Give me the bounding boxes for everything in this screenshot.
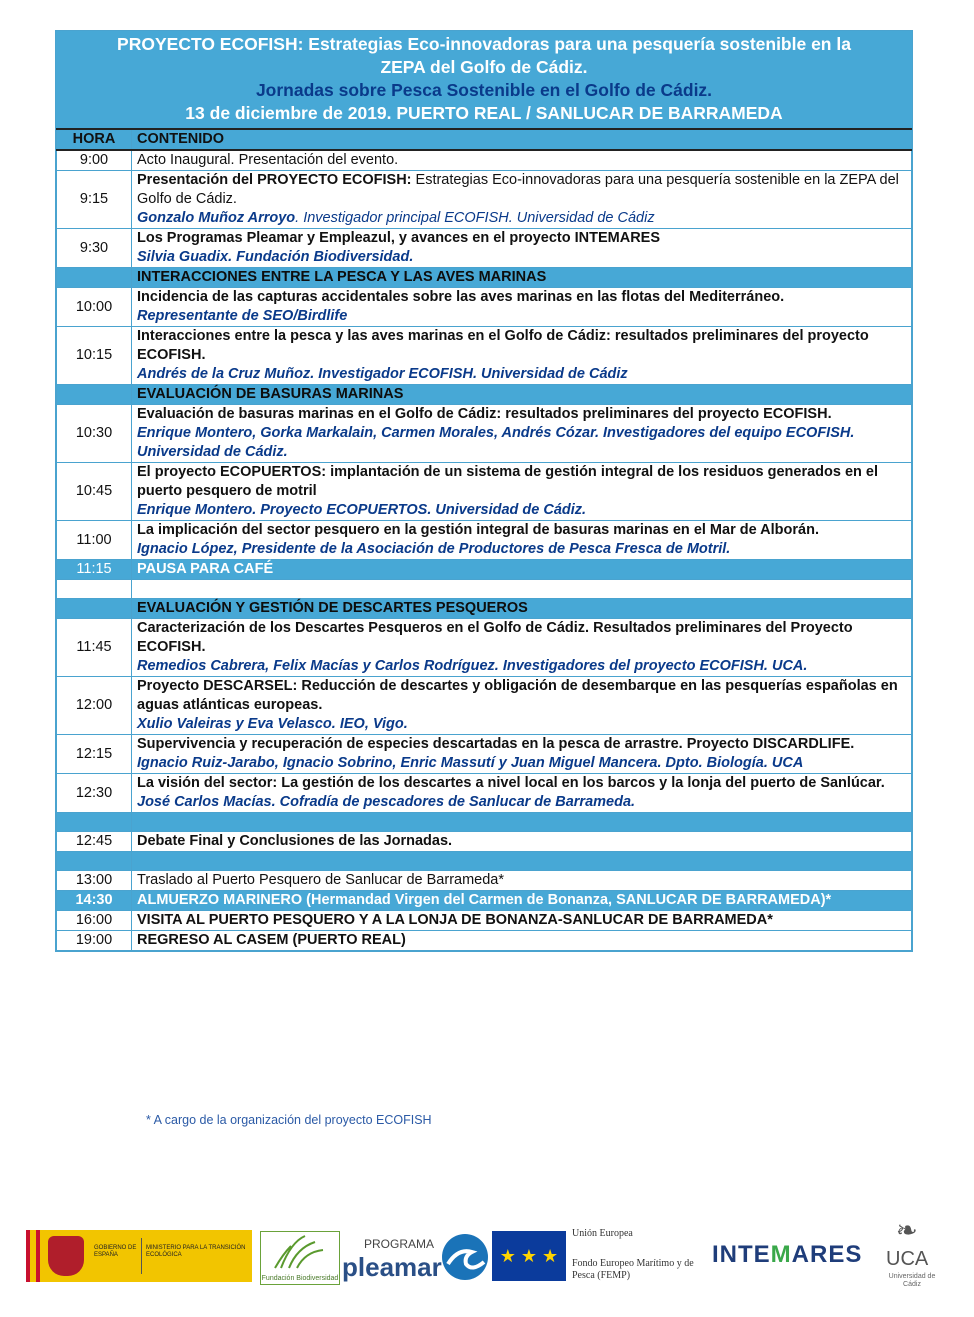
time-cell: 16:00 — [57, 911, 132, 931]
eu-stars: ★ ★ ★ — [499, 1246, 559, 1266]
schedule — [56, 128, 912, 951]
table-row — [57, 735, 912, 774]
content-cell — [132, 832, 912, 852]
programa-text: PROGRAMA — [364, 1237, 435, 1251]
time-cell: 10:00 — [57, 288, 132, 327]
femp-text-block — [572, 1227, 712, 1287]
table-row — [57, 405, 912, 463]
content-text: Estrategias Eco-innovadoras para una pesquería sostenible en la ZEPA del Golfo de Cádiz. — [137, 172, 899, 207]
table-row — [57, 171, 912, 229]
section-row — [57, 385, 912, 405]
agenda-header — [56, 31, 912, 128]
table-row — [57, 677, 912, 735]
gobierno-logo — [26, 1230, 252, 1282]
table-row — [57, 774, 912, 813]
break-title: PAUSA PARA CAFÉ — [132, 560, 912, 580]
time-cell: 12:45 — [57, 832, 132, 852]
content-title: Incidencia de las capturas accidentales sobre las aves marinas en las flotas del Mediterráneo. — [137, 289, 785, 305]
content-title: El proyecto ECOPUERTOS: implantación de un sistema de gestión integral de los residuos generados en el puerto pesquero de motril — [137, 464, 879, 499]
table-row — [57, 871, 912, 891]
speaker: Enrique Montero. Proyecto ECOPUERTOS. Universidad de Cádiz. — [137, 502, 587, 518]
section-row — [57, 599, 912, 619]
speaker: Ignacio López, Presidente de la Asociación de Productores de Pesca Fresca de Motril. — [137, 541, 731, 557]
coat-of-arms-icon — [48, 1236, 84, 1276]
time-cell: 9:00 — [57, 150, 132, 171]
grass-icon — [261, 1232, 339, 1272]
time-cell: 11:00 — [57, 521, 132, 560]
table-row — [57, 463, 912, 521]
time-cell: 10:45 — [57, 463, 132, 521]
speaker: Silvia Guadix. Fundación Biodiversidad. — [137, 249, 414, 265]
content-text: Acto Inaugural. Presentación del evento. — [137, 152, 399, 168]
speaker: Andrés de la Cruz Muñoz. Investigador ECOFISH. Universidad de Cádiz — [137, 366, 628, 382]
table-row — [57, 288, 912, 327]
speaker-affiliation: . Investigador principal ECOFISH. Universidad de Cádiz — [295, 210, 655, 226]
content-title: VISITA AL PUERTO PESQUERO Y A LA LONJA DE BONANZA-SANLUCAR DE BARRAMEDA* — [137, 912, 773, 928]
content-title: Evaluación de basuras marinas en el Golfo de Cádiz: resultados preliminares del proyecto ECOFISH. — [137, 406, 832, 422]
content-cell — [132, 150, 912, 171]
intemares-part-2: M — [770, 1241, 792, 1268]
table-row — [57, 521, 912, 560]
table-row — [57, 911, 912, 931]
speaker: Representante de SEO/Birdlife — [137, 308, 348, 324]
content-title: La visión del sector: La gestión de los descartes a nivel local en los barcos y la lonja del puerto de Sanlúcar. — [137, 775, 885, 791]
time-cell: 12:30 — [57, 774, 132, 813]
content-title: REGRESO AL CASEM (PUERTO REAL) — [137, 932, 406, 948]
uca-subtext: Universidad de Cádiz — [888, 1273, 936, 1288]
content-title: Presentación del PROYECTO ECOFISH: — [137, 172, 412, 188]
time-cell: 13:00 — [57, 871, 132, 891]
spacer-row — [57, 813, 912, 832]
title-line-1: PROYECTO ECOFISH: Estrategias Eco-innovadoras para una pesquería sostenible en la — [117, 34, 851, 54]
speaker-name: Gonzalo Muñoz Arroyo — [137, 210, 296, 226]
content-title: Interacciones entre la pesca y las aves marinas en el Golfo de Cádiz: resultados preliminares del proyecto ECOFISH. — [137, 328, 869, 363]
logo-strip — [0, 1205, 974, 1305]
column-header-row — [57, 129, 912, 150]
speaker: José Carlos Macías. Cofradía de pescadores de Sanlucar de Barrameda. — [137, 794, 636, 810]
intemares-part-1: INTE — [712, 1241, 771, 1268]
time-cell: 12:00 — [57, 677, 132, 735]
break-row — [57, 560, 912, 580]
time-cell: 9:15 — [57, 171, 132, 229]
intemares-logo — [712, 1235, 884, 1275]
content-text: Traslado al Puerto Pesquero de Sanlucar de Barrameda* — [137, 872, 505, 888]
fundacion-biodiversidad-logo — [260, 1231, 340, 1285]
time-cell: 19:00 — [57, 931, 132, 951]
time-cell: 14:30 — [57, 891, 132, 911]
section-title: EVALUACIÓN Y GESTIÓN DE DESCARTES PESQUEROS — [132, 599, 912, 619]
content-title: La implicación del sector pesquero en la gestión integral de basuras marinas en el Mar de Alborán. — [137, 522, 819, 538]
femp-text: Fondo Europeo Marítimo y de Pesca (FEMP) — [572, 1258, 694, 1281]
content-cell — [132, 288, 912, 327]
table-row — [57, 931, 912, 951]
uca-text: UCA — [886, 1248, 929, 1270]
flag-icon — [26, 1230, 40, 1282]
uca-emblem-icon: ❧ — [896, 1215, 918, 1245]
content-cell — [132, 521, 912, 560]
subtitle: Jornadas sobre Pesca Sostenible en el Golfo de Cádiz. — [255, 80, 713, 100]
title-line-2: ZEPA del Golfo de Cádiz. — [380, 57, 588, 77]
content-cell — [132, 911, 912, 931]
content-cell — [132, 677, 912, 735]
time-cell: 10:15 — [57, 327, 132, 385]
content-cell — [132, 619, 912, 677]
footnote: * A cargo de la organización del proyecto ECOFISH — [146, 1113, 432, 1127]
content-cell — [132, 463, 912, 521]
gobierno-text: GOBIERNO DE ESPAÑA — [94, 1245, 137, 1258]
content-cell — [132, 405, 912, 463]
contenido-header: CONTENIDO — [132, 129, 912, 150]
table-row — [57, 327, 912, 385]
content-cell — [132, 774, 912, 813]
time-cell: 10:30 — [57, 405, 132, 463]
content-title: Debate Final y Conclusiones de las Jornadas. — [137, 833, 453, 849]
uca-logo — [886, 1215, 938, 1295]
pleamar-text: pleamar — [342, 1252, 442, 1282]
date-line: 13 de diciembre de 2019. PUERTO REAL / SANLUCAR DE BARRAMEDA — [185, 103, 783, 123]
lunch-row — [57, 891, 912, 911]
content-title: Los Programas Pleamar y Empleazul, y avances en el proyecto INTEMARES — [137, 230, 661, 246]
eu-flag-icon — [492, 1231, 566, 1281]
intemares-part-3: ARES — [791, 1241, 863, 1268]
speaker: Ignacio Ruiz-Jarabo, Ignacio Sobrino, Enric Massutí y Juan Miguel Mancera. Dpto. Biología. UCA — [137, 755, 804, 771]
table-row — [57, 832, 912, 852]
content-title: Caracterización de los Descartes Pesqueros en el Golfo de Cádiz. Resultados preliminares del Proyecto ECOFISH. — [137, 620, 853, 655]
section-title: INTERACCIONES ENTRE LA PESCA Y LAS AVES MARINAS — [132, 268, 912, 288]
table-row — [57, 150, 912, 171]
agenda-table — [55, 30, 913, 952]
section-title: EVALUACIÓN DE BASURAS MARINAS — [132, 385, 912, 405]
table-row — [57, 619, 912, 677]
time-cell: 12:15 — [57, 735, 132, 774]
pleamar-logo — [342, 1230, 490, 1286]
ue-text: Unión Europea — [572, 1228, 633, 1239]
ministerio-text: MINISTERIO PARA LA TRANSICIÓN ECOLÓGICA — [146, 1245, 246, 1258]
table-row — [57, 229, 912, 268]
fundacion-text: Fundación Biodiversidad — [261, 1275, 339, 1282]
content-cell — [132, 735, 912, 774]
hora-header: HORA — [57, 129, 132, 150]
content-cell — [132, 871, 912, 891]
content-cell — [132, 229, 912, 268]
spacer-row — [57, 852, 912, 871]
section-row — [57, 268, 912, 288]
wave-icon — [442, 1234, 488, 1280]
lunch-title: ALMUERZO MARINERO (Hermandad Virgen del Carmen de Bonanza, SANLUCAR DE BARRAMEDA)* — [132, 891, 912, 911]
content-cell — [132, 931, 912, 951]
speaker: Enrique Montero, Gorka Markalain, Carmen Morales, Andrés Cózar. Investigadores del equipo ECOFISH. Universidad de Cádiz. — [137, 425, 855, 460]
time-cell: 9:30 — [57, 229, 132, 268]
time-cell: 11:45 — [57, 619, 132, 677]
speaker: Remedios Cabrera, Felix Macías y Carlos Rodríguez. Investigadores del proyecto ECOFISH. UCA. — [137, 658, 808, 674]
content-cell — [132, 327, 912, 385]
content-cell — [132, 171, 912, 229]
speaker: Xulio Valeiras y Eva Velasco. IEO, Vigo. — [137, 716, 408, 732]
spacer-row — [57, 580, 912, 599]
time-cell: 11:15 — [57, 560, 132, 580]
content-title: Supervivencia y recuperación de especies descartadas en la pesca de arrastre. Proyecto DISCARDLIFE. — [137, 736, 855, 752]
content-title: Proyecto DESCARSEL: Reducción de descartes y obligación de desembarque en las pesquerías españolas en aguas atlánticas europeas. — [137, 678, 898, 713]
